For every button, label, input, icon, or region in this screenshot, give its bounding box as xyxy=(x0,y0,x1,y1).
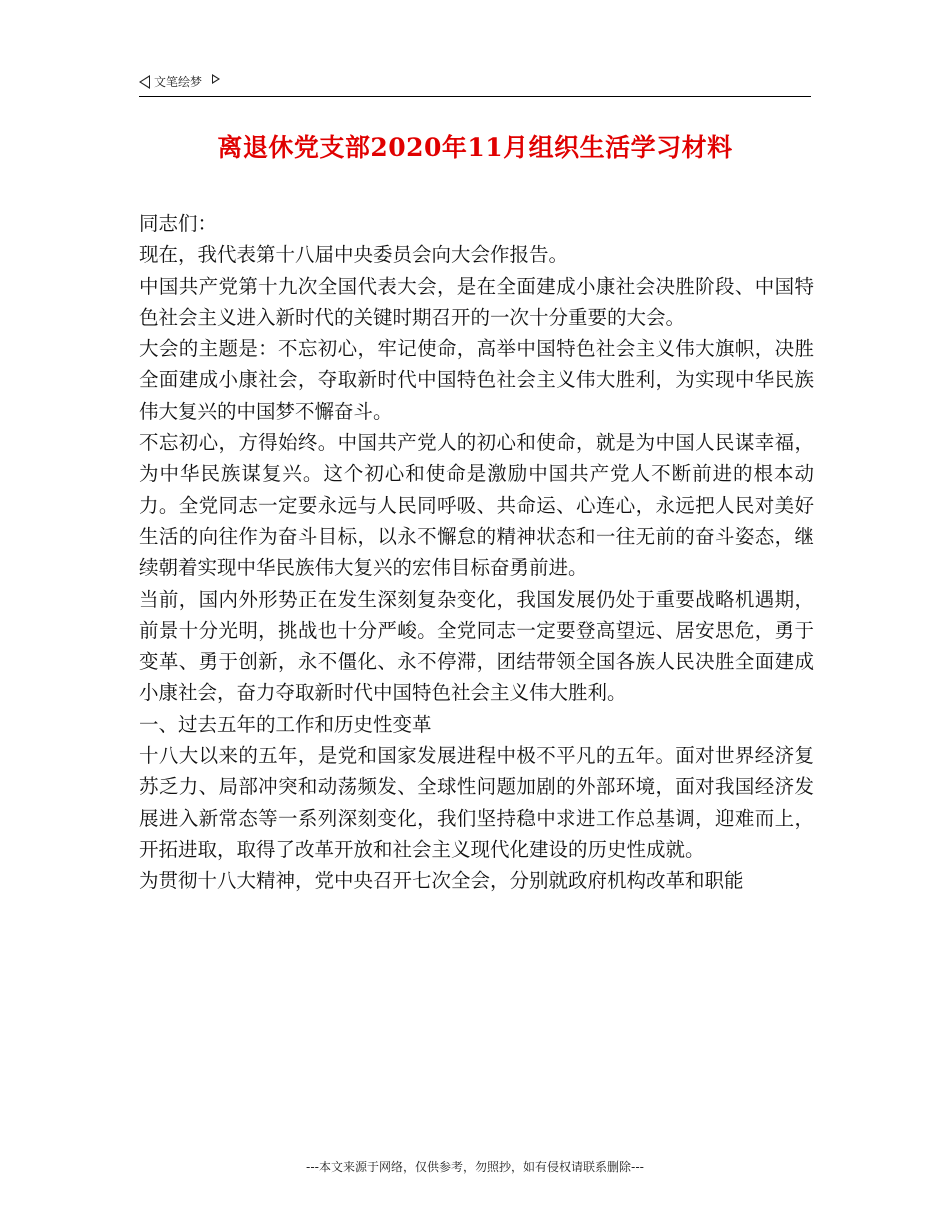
paragraph: 大会的主题是：不忘初心，牢记使命，高举中国特色社会主义伟大旗帜，决胜全面建成小康社会，夺取新时代中国特色社会主义伟大胜利，为实现中华民族伟大复兴的中国梦不懈奋斗。 xyxy=(139,337,814,423)
triangle-left-icon xyxy=(139,75,150,89)
paragraph: 十八大以来的五年，是党和国家发展进程中极不平凡的五年。面对世界经济复苏乏力、局部冲突和动荡频发、全球性问题加剧的外部环境，面对我国经济发展进入新常态等一系列深刻变化，我们坚持稳中求进工作总基调，迎难而上，开拓进取，取得了改革开放和社会主义现代化建设的历史性成就。 xyxy=(139,744,814,861)
paragraph: 不忘初心，方得始终。中国共产党人的初心和使命，就是为中国人民谋幸福，为中华民族谋复兴。这个初心和使命是激励中国共产党人不断前进的根本动力。全党同志一定要永远与人民同呼吸、共命运、心连心，永远把人民对美好生活的向往作为奋斗目标，以永不懈怠的精神状态和一往无前的奋斗姿态，继续朝着实现中华民族伟大复兴的宏伟目标奋勇前进。 xyxy=(139,431,814,580)
paragraph: 同志们： xyxy=(139,212,218,235)
paragraph: 当前，国内外形势正在发生深刻复杂变化，我国发展仍处于重要战略机遇期，前景十分光明，挑战也十分严峻。全党同志一定要登高望远、居安思危，勇于变革、勇于创新，永不僵化、永不停滞，团结带领全国各族人民决胜全面建成小康社会，奋力夺取新时代中国特色社会主义伟大胜利。 xyxy=(139,587,814,705)
document-body xyxy=(139,208,814,897)
header-brand-text: 文笔绘梦 xyxy=(154,75,203,89)
footer-notice: ---本文来源于网络，仅供参考，勿照抄，如有侵权请联系删除--- xyxy=(306,1160,644,1174)
header-brand xyxy=(139,72,220,92)
page-header xyxy=(139,72,811,97)
triangle-right-icon xyxy=(212,74,220,84)
document-title: 离退休党支部2020年11月组织生活学习材料 xyxy=(217,133,733,162)
paragraph: 现在，我代表第十八届中央委员会向大会作报告。 xyxy=(139,243,569,267)
paragraph: 中国共产党第十九次全国代表大会，是在全面建成小康社会决胜阶段、中国特色社会主义进入新时代的关键时期召开的一次十分重要的大会。 xyxy=(139,274,814,329)
paragraph: 为贯彻十八大精神，党中央召开七次全会，分别就政府机构改革和职能 xyxy=(139,869,744,893)
section-heading: 一、过去五年的工作和历史性变革 xyxy=(139,712,432,736)
